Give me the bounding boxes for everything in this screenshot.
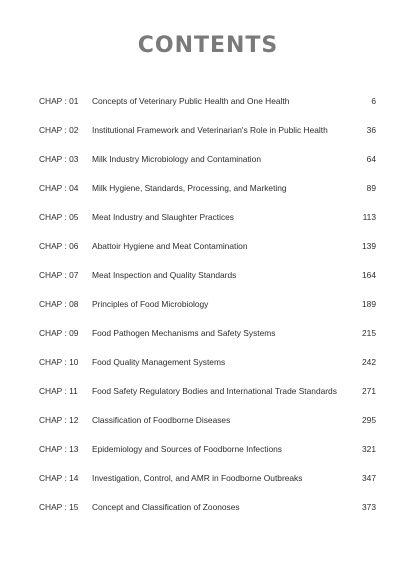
toc-entry[interactable] [0,441,416,470]
page-number: 36 [366,125,376,135]
toc-entry[interactable] [0,296,416,325]
chapter-number: CHAP : 14 [39,473,79,483]
toc-entry[interactable] [0,180,416,209]
toc-entry[interactable] [0,122,416,151]
chapter-number: CHAP : 06 [39,241,79,251]
chapter-title: Epidemiology and Sources of Foodborne Infections [92,444,282,454]
table-of-contents [0,93,416,528]
page-number: 321 [362,444,376,454]
toc-entry[interactable] [0,499,416,528]
chapter-number: CHAP : 01 [39,96,79,106]
page-number: 64 [366,154,376,164]
chapter-title: Abattoir Hygiene and Meat Contamination [92,241,248,251]
chapter-number: CHAP : 13 [39,444,79,454]
chapter-title: Food Quality Management Systems [92,357,226,367]
chapter-title: Meat Industry and Slaughter Practices [92,212,234,222]
chapter-number: CHAP : 12 [39,415,79,425]
chapter-title: Milk Hygiene, Standards, Processing, and Marketing [92,183,287,193]
chapter-number: CHAP : 11 [39,386,78,396]
toc-entry[interactable] [0,354,416,383]
chapter-title: Meat Inspection and Quality Standards [92,270,237,280]
toc-entry[interactable] [0,267,416,296]
chapter-number: CHAP : 15 [39,502,79,512]
chapter-number: CHAP : 04 [39,183,79,193]
chapter-title: Milk Industry Microbiology and Contamination [92,154,261,164]
chapter-number: CHAP : 03 [39,154,79,164]
chapter-number: CHAP : 09 [39,328,79,338]
chapter-title: Food Safety Regulatory Bodies and International Trade Standards [92,386,337,396]
chapter-title: Concepts of Veterinary Public Health and One Health [92,96,290,106]
chapter-title: Institutional Framework and Veterinarian's Role in Public Health [92,125,328,135]
page-number: 242 [362,357,376,367]
chapter-title: Investigation, Control, and AMR in Foodborne Outbreaks [92,473,303,483]
toc-entry[interactable] [0,383,416,412]
page-number: 164 [362,270,376,280]
page-number: 347 [362,473,376,483]
toc-entry[interactable] [0,93,416,122]
page-number: 113 [362,212,376,222]
page-number: 295 [362,415,376,425]
toc-entry[interactable] [0,470,416,499]
chapter-number: CHAP : 10 [39,357,79,367]
page-number: 271 [362,386,376,396]
page-number: 215 [362,328,376,338]
toc-entry[interactable] [0,412,416,441]
page-number: 89 [366,183,376,193]
toc-entry[interactable] [0,151,416,180]
chapter-title: Concept and Classification of Zoonoses [92,502,240,512]
chapter-number: CHAP : 05 [39,212,79,222]
toc-entry[interactable] [0,238,416,267]
chapter-number: CHAP : 08 [39,299,79,309]
chapter-title: Principles of Food Microbiology [92,299,209,309]
page-number: 139 [362,241,376,251]
chapter-number: CHAP : 07 [39,270,79,280]
page-number: 373 [362,502,376,512]
chapter-title: Food Pathogen Mechanisms and Safety Systems [92,328,276,338]
toc-entry[interactable] [0,209,416,238]
chapter-title: Classification of Foodborne Diseases [92,415,231,425]
page-number: 6 [371,96,376,106]
chapter-number: CHAP : 02 [39,125,79,135]
toc-entry[interactable] [0,325,416,354]
page-title: CONTENTS [137,33,279,58]
page-number: 189 [362,299,376,309]
